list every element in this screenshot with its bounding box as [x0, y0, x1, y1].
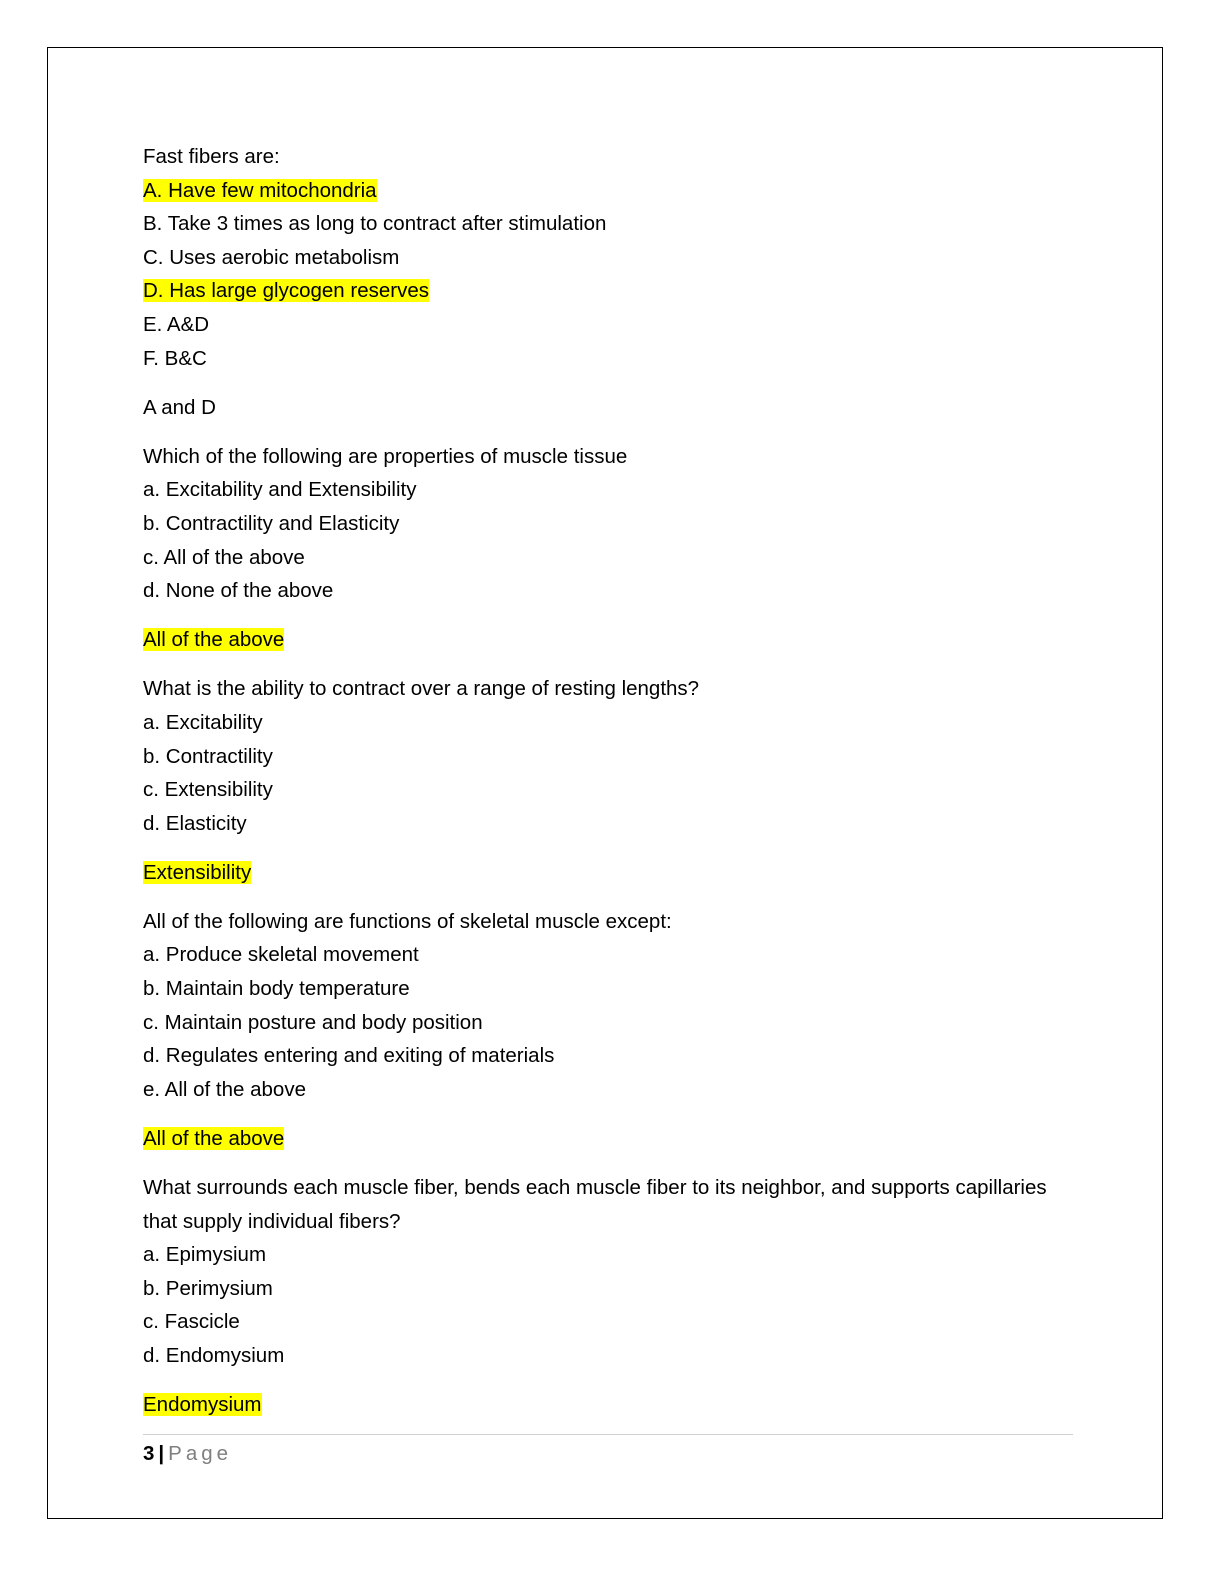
question-5-text: What surrounds each muscle fiber, bends each muscle fiber to its neighbor, and supports capillaries that supply individual fibers?	[143, 1176, 1047, 1233]
question-3-option-b: b. Contractility	[143, 744, 273, 768]
page-number: 3	[143, 1442, 155, 1465]
question-5-option-a: a. Epimysium	[143, 1243, 267, 1267]
question-4-option-d: d. Regulates entering and exiting of materials	[143, 1044, 555, 1068]
question-4-option-c: c. Maintain posture and body position	[143, 1010, 483, 1034]
page-footer	[143, 1440, 232, 1468]
question-1-option-b: B. Take 3 times as long to contract after stimulation	[143, 212, 607, 236]
question-2-option-b: b. Contractility and Elasticity	[143, 511, 400, 535]
question-1-option-c: C. Uses aerobic metabolism	[143, 245, 400, 269]
question-2-option-a: a. Excitability and Extensibility	[143, 478, 417, 502]
question-4-option-e: e. All of the above	[143, 1077, 306, 1101]
question-1-option-f: F. B&C	[143, 346, 207, 370]
question-3-option-d: d. Elasticity	[143, 811, 247, 835]
question-1-option-d: D. Has large glycogen reserves	[143, 279, 429, 303]
question-3-option-c: c. Extensibility	[143, 778, 273, 802]
document-body	[143, 140, 1073, 1422]
question-2-text: Which of the following are properties of muscle tissue	[143, 444, 628, 468]
question-3-option-a: a. Excitability	[143, 710, 263, 734]
question-3-answer: Extensibility	[143, 860, 252, 884]
question-1-option-a: A. Have few mitochondria	[143, 178, 377, 202]
question-5-option-b: b. Perimysium	[143, 1276, 273, 1300]
page-label: Page	[168, 1442, 233, 1465]
question-5-option-c: c. Fascicle	[143, 1310, 240, 1334]
footer-separator: |	[158, 1442, 165, 1465]
footer-divider	[143, 1434, 1073, 1435]
question-5-option-d: d. Endomysium	[143, 1344, 285, 1367]
question-3-text: What is the ability to contract over a range of resting lengths?	[143, 677, 700, 701]
question-1-answer: A and D	[143, 395, 216, 419]
question-2-option-c: c. All of the above	[143, 545, 305, 569]
question-2-answer: All of the above	[143, 628, 285, 652]
question-4-answer: All of the above	[143, 1126, 285, 1150]
question-4-option-b: b. Maintain body temperature	[143, 977, 410, 1001]
question-2-option-d: d. None of the above	[143, 579, 334, 603]
question-5-answer: Endomysium	[143, 1393, 262, 1417]
question-1-text: Fast fibers are:	[143, 145, 280, 168]
question-4-option-a: a. Produce skeletal movement	[143, 943, 419, 967]
question-4-text: All of the following are functions of skeletal muscle except:	[143, 909, 672, 933]
question-1-option-e: E. A&D	[143, 312, 210, 336]
